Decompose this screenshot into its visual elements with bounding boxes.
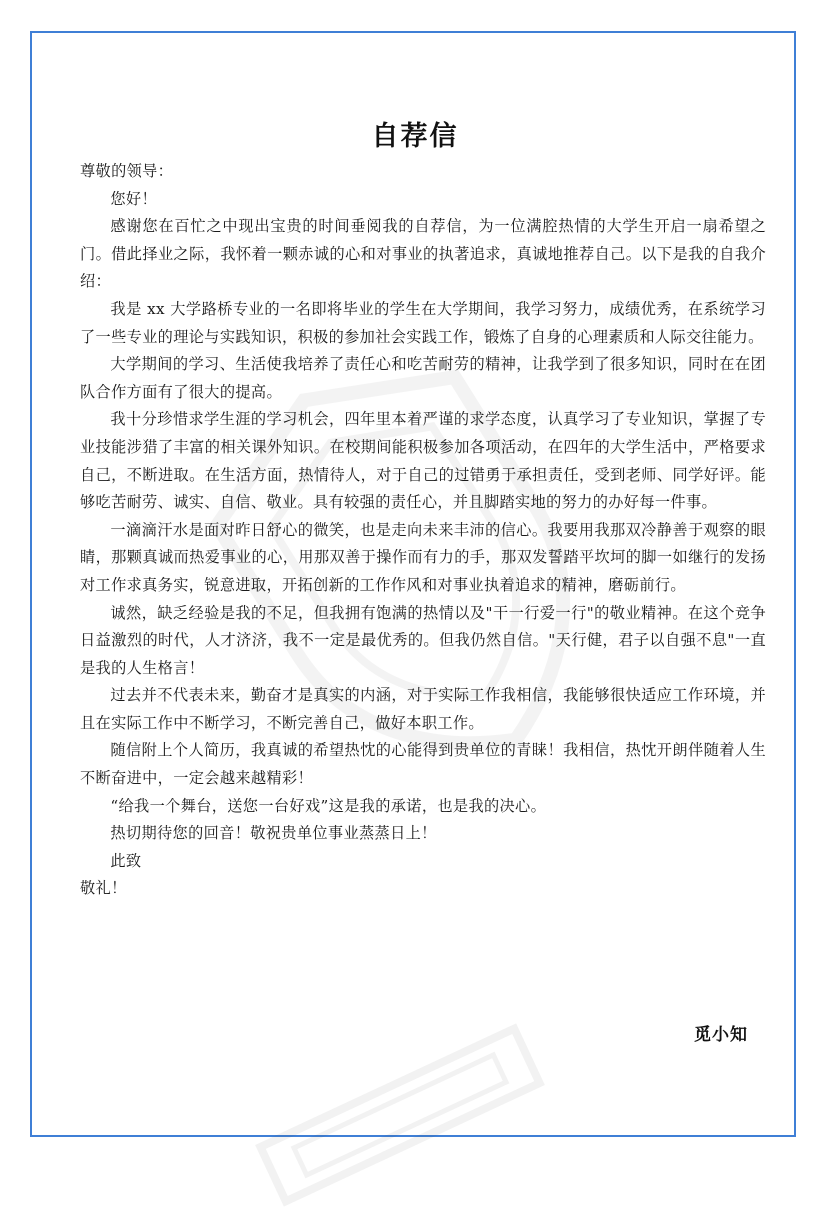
greeting: 您好！ [110, 189, 158, 208]
signature: 觅小知 [694, 1025, 748, 1045]
closing: 此致 [110, 851, 142, 870]
paragraph-gratitude: 感谢您在百忙之中现出宝贵的时间垂阅我的自荐信，为一位满腔热情的大学生开启一扇希望之门。借此择业之际，我怀着一颗赤诚的心和对事业的执著追求，真诚地推荐自己。以下是我的自我介绍： [80, 217, 766, 291]
paragraph-experience: 诚然，缺乏经验是我的不足，但我拥有饱满的热情以及"干一行爱一行"的敬业精神。在这个竞争日益激烈的时代，人才济济，我不一定是最优秀的。但我仍然自信。"天行健，君子以自强不息"一直是我的人生格言！ [80, 603, 766, 677]
paragraph-university-life: 大学期间的学习、生活使我培养了责任心和吃苦耐劳的精神，让我学到了很多知识，同时在在团队合作方面有了很大的提高。 [80, 355, 766, 401]
paragraph-expectation: 热切期待您的回音！敬祝贵单位事业蒸蒸日上！ [110, 824, 437, 843]
paragraph-study: 我十分珍惜求学生涯的学习机会，四年里本着严谨的求学态度，认真学习了专业知识，掌握了专业技能涉猎了丰富的相关课外知识。在校期间能积极参加各项活动，在四年的大学生活中，严格要求自己，不断进取。在生活方面，热情待人，对于自己的过错勇于承担责任，受到老师、同学好评。能够吃苦耐劳、诚实、自信、敬业。具有较强的责任心，并且脚踏实地的努力的办好每一件事。 [80, 410, 766, 512]
paragraph-resume: 随信附上个人简历，我真诚的希望热忱的心能得到贵单位的青睐！我相信，热忱开朗伴随着人生不断奋进中，一定会越来越精彩！ [80, 741, 766, 788]
salutation: 尊敬的领导： [80, 162, 174, 180]
paragraph-introduction: 我是 xx 大学路桥专业的一名即将毕业的学生在大学期间，我学习努力，成绩优秀，在系统学习了一些专业的理论与实践知识，积极的参加社会实践工作，锻炼了自身的心理素质和人际交往能力。 [80, 299, 766, 346]
paragraph-determination: 一滴滴汗水是面对昨日舒心的微笑，也是走向未来丰沛的信心。我要用我那双冷静善于观察的眼睛，那颗真诚而热爱事业的心，用那双善于操作而有力的手，那双发誓踏平坎坷的脚一如继行的发扬对工作求真务实，锐意进取，开拓创新的工作作风和对事业执着追求的精神，磨砺前行。 [80, 520, 766, 594]
regards: 敬礼！ [80, 879, 127, 898]
letter-title: 自荐信 [371, 121, 459, 152]
paragraph-future: 过去并不代表未来，勤奋才是真实的内涵，对于实际工作我相信，我能够很快适应工作环境，并且在实际工作中不断学习，不断完善自己，做好本职工作。 [80, 686, 766, 732]
paragraph-promise: “给我一个舞台，送您一台好戏”这是我的承诺，也是我的决心。 [110, 796, 547, 815]
letter-body [80, 158, 766, 903]
